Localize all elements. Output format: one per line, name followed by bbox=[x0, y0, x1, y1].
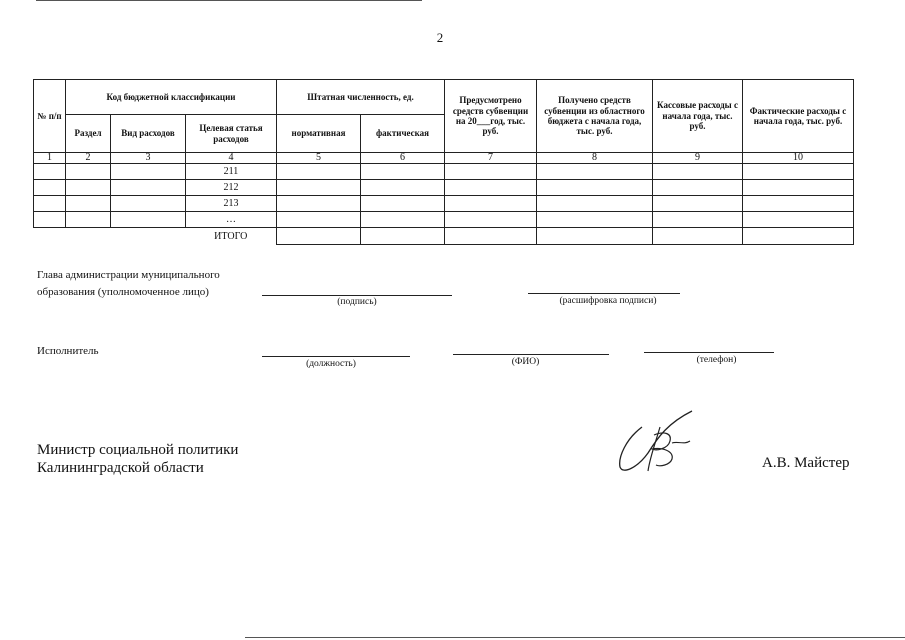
caption-phone: (телефон) bbox=[696, 355, 737, 365]
header-num: № п/п bbox=[34, 80, 66, 153]
header-factual: фактическая bbox=[361, 115, 445, 153]
total-row bbox=[34, 228, 854, 245]
head-label-line1: Глава администрации муниципального bbox=[37, 269, 220, 281]
table-row bbox=[34, 196, 854, 212]
header-section: Раздел bbox=[66, 115, 111, 153]
name-line bbox=[453, 354, 609, 355]
column-number: 7 bbox=[445, 153, 537, 164]
column-number: 8 bbox=[537, 153, 653, 164]
header-normative: нормативная bbox=[277, 115, 361, 153]
column-number: 6 bbox=[361, 153, 445, 164]
decoding-line bbox=[528, 293, 680, 294]
target-item-cell: 212 bbox=[186, 180, 277, 196]
column-number: 2 bbox=[66, 153, 111, 164]
total-label: ИТОГО bbox=[214, 230, 248, 242]
minister-title bbox=[37, 441, 238, 477]
caption-decoding: (расшифровка подписи) bbox=[559, 296, 657, 306]
caption-signature: (подпись) bbox=[337, 297, 377, 307]
column-number: 4 bbox=[186, 153, 277, 164]
minister-name: А.В. Майстер bbox=[762, 455, 850, 471]
header-budget-code: Код бюджетной классификации bbox=[66, 80, 277, 115]
column-number: 3 bbox=[111, 153, 186, 164]
target-item-cell: 211 bbox=[186, 164, 277, 180]
header-row-1 bbox=[34, 80, 854, 115]
header-received: Получено средств субвенции из областного бюджета с начала года, тыс. руб. bbox=[537, 80, 653, 153]
handwritten-signature bbox=[612, 405, 707, 480]
header-cash: Кассовые расходы с начала года, тыс. руб. bbox=[653, 80, 743, 153]
table-row bbox=[34, 212, 854, 228]
page-number: 2 bbox=[436, 30, 444, 45]
head-label-line2: образования (уполномоченное лицо) bbox=[37, 286, 209, 298]
header-staff: Штатная численность, ед. bbox=[277, 80, 445, 115]
table-row bbox=[34, 164, 854, 180]
target-item-cell: … bbox=[186, 212, 277, 228]
position-line bbox=[262, 356, 410, 357]
column-number: 10 bbox=[743, 153, 854, 164]
header-actual: Фактические расходы с начала года, тыс. руб. bbox=[743, 80, 854, 153]
signature-line bbox=[262, 295, 452, 296]
bottom-rule bbox=[245, 637, 905, 638]
top-rule bbox=[36, 0, 422, 1]
table-row bbox=[34, 180, 854, 196]
minister-title-line2: Калининградской области bbox=[37, 460, 204, 476]
column-number: 9 bbox=[653, 153, 743, 164]
header-planned: Предусмотрено средств субвенции на 20___год, тыс. руб. bbox=[445, 80, 537, 153]
minister-title-line1: Министр социальной политики bbox=[37, 442, 239, 458]
phone-line bbox=[644, 352, 774, 353]
head-label bbox=[37, 267, 220, 301]
caption-name: (ФИО) bbox=[511, 357, 540, 367]
column-number: 5 bbox=[277, 153, 361, 164]
header-target-item: Целевая статья расходов bbox=[186, 115, 277, 153]
report-table bbox=[33, 79, 854, 245]
target-item-cell: 213 bbox=[186, 196, 277, 212]
caption-position: (должность) bbox=[306, 359, 356, 369]
header-expense-type: Вид расходов bbox=[111, 115, 186, 153]
column-number: 1 bbox=[34, 153, 66, 164]
column-numbers-row bbox=[34, 153, 854, 164]
executor-label: Исполнитель bbox=[37, 345, 99, 357]
